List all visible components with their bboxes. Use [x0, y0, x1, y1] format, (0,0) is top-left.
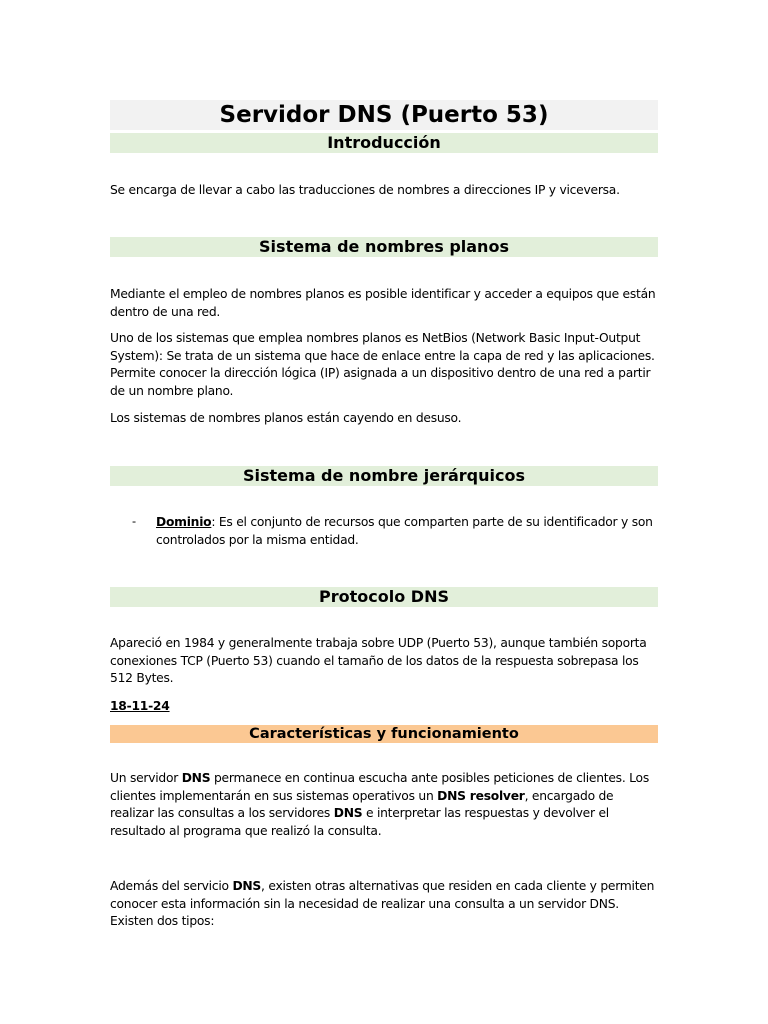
heading-caracteristicas: Características y funcionamiento: [110, 725, 658, 743]
text-span: Un servidor: [110, 771, 182, 785]
list-item: [110, 514, 658, 549]
dns-resolver-bold: DNS resolver: [437, 788, 525, 803]
heading-nombres-planos: Sistema de nombres planos: [110, 237, 658, 257]
text-span: permanece en continua escucha ante posibles peticiones de clientes. Los clientes implementarán en sus sistemas operativos un: [110, 771, 649, 803]
text-span: , existen otras alternativas que residen en cada cliente y permiten conocer esta información sin la necesidad de realizar una consulta a un servidor DNS. Existen dos tipos:: [110, 879, 655, 928]
bullet-dash: -: [132, 514, 137, 528]
caracteristicas-paragraph-2: [110, 878, 658, 931]
planos-paragraph-1: Mediante el empleo de nombres planos es posible identificar y acceder a equipos que están dentro de una red.: [110, 287, 656, 319]
heading-nombre-jerarquicos: Sistema de nombre jerárquicos: [110, 466, 658, 486]
text-span: Además del servicio: [110, 879, 233, 893]
planos-paragraph-2: Uno de los sistemas que emplea nombres planos es NetBios (Network Basic Input-Output System): Se trata de un sistema que hace de enlace entre la capa de red y las aplicaciones. Permite conocer la dirección lógica (IP) asignada a un dispositivo dentro de una red a partir de un nombre plano.: [110, 331, 655, 398]
dominio-text: : Es el conjunto de recursos que comparten parte de su identificador y son controlados por la misma entidad.: [156, 515, 653, 547]
dns-bold: DNS: [333, 806, 363, 820]
document-title: Servidor DNS (Puerto 53): [110, 100, 658, 130]
date-label: 18-11-24: [110, 699, 170, 713]
heading-introduccion: Introducción: [110, 133, 658, 153]
dominio-term: Dominio: [156, 515, 212, 529]
heading-protocolo-dns: Protocolo DNS: [110, 587, 658, 607]
protocolo-paragraph: Apareció en 1984 y generalmente trabaja sobre UDP (Puerto 53), aunque también soporta conexiones TCP (Puerto 53) cuando el tamaño de los datos de la respuesta sobrepasa los 512 Bytes.: [110, 636, 647, 685]
intro-paragraph: Se encarga de llevar a cabo las traducciones de nombres a direcciones IP y viceversa.: [110, 183, 620, 197]
caracteristicas-paragraph-1: [110, 770, 658, 840]
dns-bold: DNS: [232, 879, 262, 893]
dns-bold: DNS: [181, 771, 211, 785]
planos-paragraph-3: Los sistemas de nombres planos están cayendo en desuso.: [110, 411, 462, 425]
text-span: , encargado de realizar las consultas a los servidores: [110, 788, 614, 820]
text-span: e interpretar las respuestas y devolver el resultado al programa que realizó la consulta.: [110, 806, 609, 838]
dominio-definition: [156, 514, 658, 549]
